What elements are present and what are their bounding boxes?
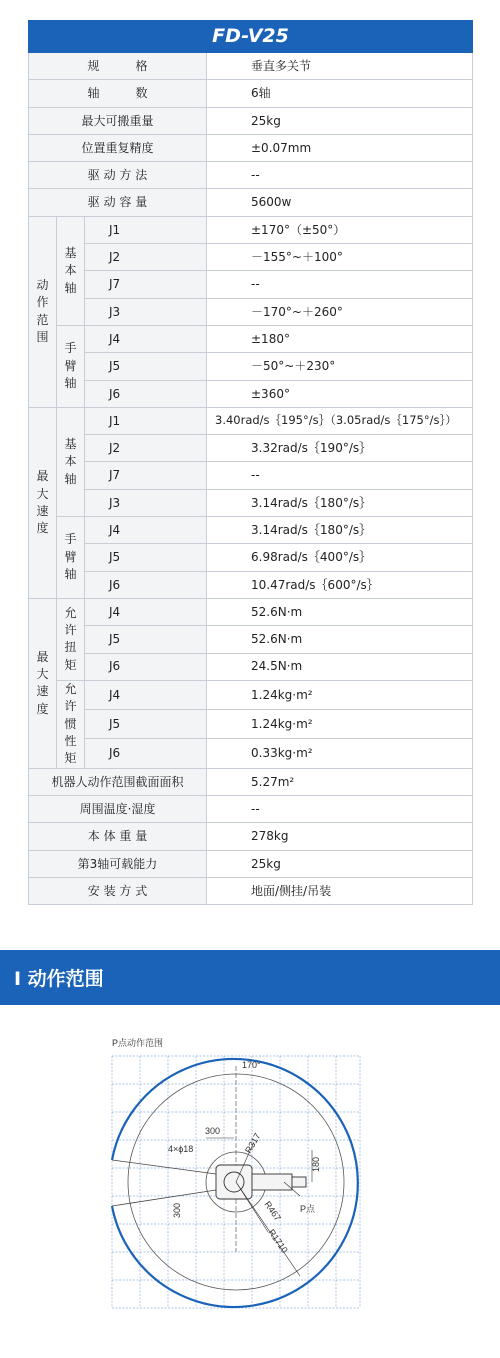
joint-label: J5 — [85, 353, 207, 380]
dim-300-top: 300 — [205, 1126, 221, 1136]
wrist-axis-group: 手臂轴 — [57, 517, 85, 599]
joint-label: J6 — [85, 653, 207, 680]
row-label: 位置重复精度 — [29, 134, 207, 161]
joint-value: 3.14rad/s｛180°/s｝ — [207, 489, 473, 516]
joint-label: J5 — [85, 710, 207, 739]
wrist-axis-group: 手臂轴 — [57, 325, 85, 407]
joint-label: J4 — [85, 680, 207, 709]
joint-label: J6 — [85, 380, 207, 407]
joint-value: 6.98rad/s｛400°/s｝ — [207, 544, 473, 571]
joint-label: J4 — [85, 517, 207, 544]
row-value: 25kg — [207, 107, 473, 134]
inertia-group: 允许惯性矩 — [57, 680, 85, 768]
joint-label: J1 — [85, 407, 207, 434]
joint-value: ±180° — [207, 325, 473, 352]
joint-value: -- — [207, 462, 473, 489]
row-label: 轴 数 — [29, 80, 207, 107]
motion-range-group: 动作范围 — [29, 216, 57, 407]
basic-axis-group: 基本轴 — [57, 216, 85, 325]
torque-group: 允许扭矩 — [57, 598, 85, 680]
row-value: -- — [207, 796, 473, 823]
angle-label: 170° — [242, 1060, 261, 1070]
table-title: FD-V25 — [29, 21, 473, 53]
spec-table — [28, 20, 473, 905]
joint-value: 0.33kg·m² — [207, 739, 473, 768]
joint-label: J3 — [85, 489, 207, 516]
joint-value: ±360° — [207, 380, 473, 407]
joint-value: 3.14rad/s｛180°/s｝ — [207, 517, 473, 544]
joint-label: J6 — [85, 571, 207, 598]
joint-value: 1.24kg·m² — [207, 710, 473, 739]
row-value: -- — [207, 162, 473, 189]
robot-top-view — [216, 1165, 306, 1199]
torque-section-group: 最大速度 — [29, 598, 57, 768]
joint-value: -- — [207, 271, 473, 298]
joint-label: J7 — [85, 462, 207, 489]
row-value: 278kg — [207, 823, 473, 850]
row-value: 5.27m² — [207, 768, 473, 795]
joint-value: －170°~＋260° — [207, 298, 473, 325]
r467-label: R467 — [262, 1199, 283, 1223]
joint-label: J1 — [85, 216, 207, 243]
section-title: I 动作范围 — [14, 968, 104, 990]
row-label: 机器人动作范围截面面积 — [29, 768, 207, 795]
p-point-label: P点 — [300, 1204, 316, 1214]
motion-range-diagram — [104, 1032, 368, 1320]
joint-label: J6 — [85, 739, 207, 768]
joint-value: 3.40rad/s｛195°/s｝（3.05rad/s｛175°/s｝） — [207, 407, 473, 434]
joint-value: ±170°（±50°） — [207, 216, 473, 243]
joint-value: 10.47rad/s｛600°/s｝ — [207, 571, 473, 598]
hole-label: 4×ϕ18 — [168, 1144, 194, 1154]
joint-value: －50°~＋230° — [207, 353, 473, 380]
basic-axis-group: 基本轴 — [57, 407, 85, 516]
row-label: 本 体 重 量 — [29, 823, 207, 850]
section-banner — [0, 950, 500, 1005]
row-value: 5600w — [207, 189, 473, 216]
joint-value: 52.6N·m — [207, 598, 473, 625]
row-value: 地面/侧挂/吊装 — [207, 877, 473, 904]
joint-label: J4 — [85, 325, 207, 352]
r317-label: R317 — [243, 1131, 263, 1155]
row-label: 安 装 方 式 — [29, 877, 207, 904]
range-limit-lines — [112, 1160, 216, 1206]
diagram-title: P点动作范围 — [112, 1038, 164, 1048]
row-value: ±0.07mm — [207, 134, 473, 161]
row-value: 垂直多关节 — [207, 53, 473, 80]
joint-label: J5 — [85, 626, 207, 653]
row-label: 驱 动 方 法 — [29, 162, 207, 189]
joint-value: 1.24kg·m² — [207, 680, 473, 709]
row-value: 25kg — [207, 850, 473, 877]
dim-180-label: 180 — [311, 1156, 321, 1172]
row-label: 最大可搬重量 — [29, 107, 207, 134]
joint-label: J4 — [85, 598, 207, 625]
row-label: 第3轴可载能力 — [29, 850, 207, 877]
joint-label: J5 — [85, 544, 207, 571]
row-label: 规 格 — [29, 53, 207, 80]
joint-value: －155°~＋100° — [207, 244, 473, 271]
joint-label: J3 — [85, 298, 207, 325]
dim-300-left: 300 — [172, 1202, 182, 1218]
r1710-label: R1710 — [266, 1227, 290, 1255]
row-label: 周围温度·湿度 — [29, 796, 207, 823]
joint-label: J7 — [85, 271, 207, 298]
joint-value: 24.5N·m — [207, 653, 473, 680]
joint-label: J2 — [85, 244, 207, 271]
joint-value: 52.6N·m — [207, 626, 473, 653]
joint-value: 3.32rad/s｛190°/s｝ — [207, 435, 473, 462]
max-speed-group: 最大速度 — [29, 407, 57, 598]
row-label: 驱 动 容 量 — [29, 189, 207, 216]
row-value: 6轴 — [207, 80, 473, 107]
joint-label: J2 — [85, 435, 207, 462]
